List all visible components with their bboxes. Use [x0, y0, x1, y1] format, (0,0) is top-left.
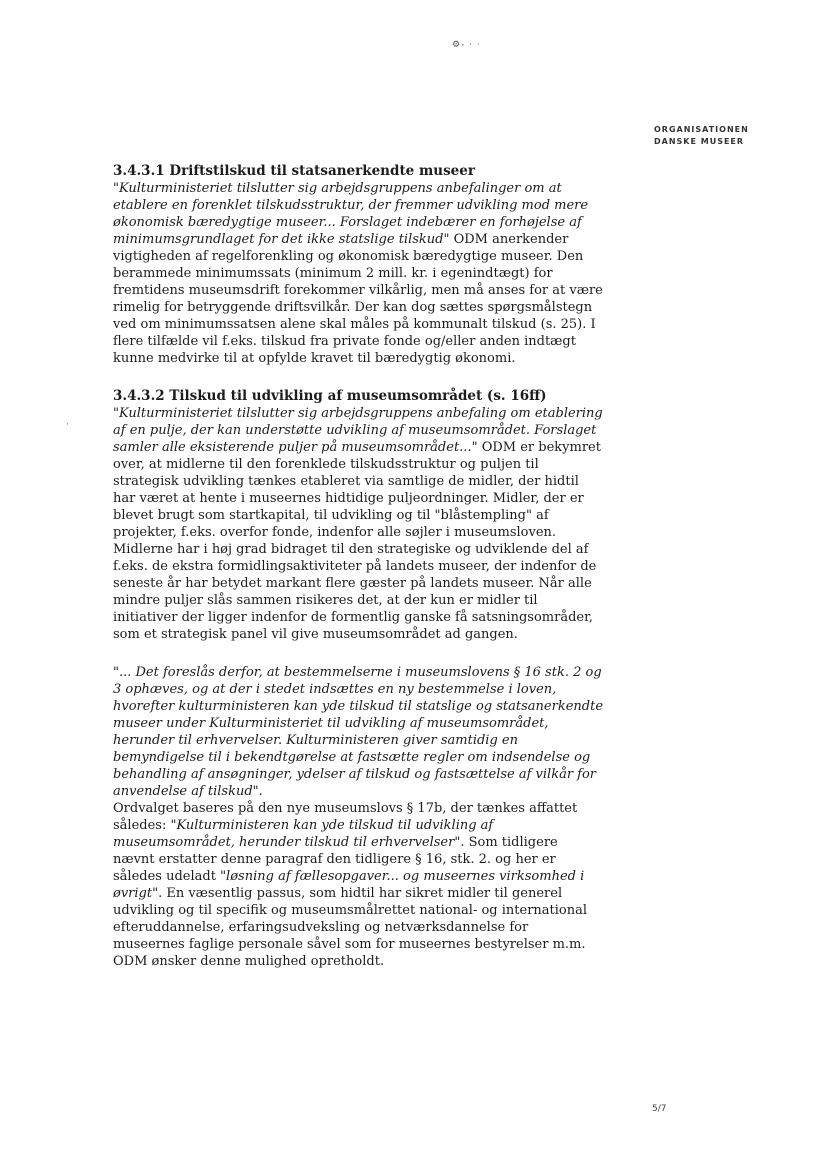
body-text: . Som tidligere nævnt erstatter denne paragraf den tidligere § 16, stk. 2. og her er således udeladt [113, 835, 558, 884]
body-text: ODM anerkender vigtigheden af regelforenkling og økonomisk bæredygtige museer. Den berammede minimumssats (minimum 2 mill. kr. i egenindtægt) for fremtidens museumsdrift forekommer vilkårlig, men må anses for at være rimelig for betryggende driftsvilkår. Der kan dog sættes spørgsmålstegn ved om minimumssatsen alene skal måles på kommunalt tilskud (s. 25). I flere tilfælde vil f.eks. tilskud fra private fonde og/eller anden indtægt kunne medvirke til at opfylde kravet til bæredygtig økonomi. [113, 232, 603, 366]
quote-paragraph [113, 664, 603, 800]
document-body [113, 163, 603, 970]
section-heading: 3.4.3.1 Driftstilskud til statsanerkendte museer [113, 163, 475, 179]
quote-text: "Kulturministeriet tilslutter sig arbejdsgruppens anbefaling om etablering af en pulje, der kan understøtte udvikling af museumsområdet. Forslaget samler alle eksisterende puljer på museumsområdet..." [113, 406, 603, 455]
section-3-4-3-1 [113, 163, 603, 367]
section-3-4-3-2 [113, 388, 603, 643]
body-text: . En væsentlig passus, som hidtil har sikret midler til generel udvikling og til specifik og museumsmålrettet national- og international efteruddannelse, erfaringsudveksling og netværksdannelse for museernes faglige personale såvel som for museernes bestyrelser m.m. ODM ønsker denne mulighed opretholdt. [113, 886, 588, 969]
scan-mark: ⚙‑ · · [452, 40, 481, 50]
scan-speck: · [66, 420, 69, 430]
body-text: ODM er bekymret over, at midlerne til den forenklede tilskudsstruktur og puljen til strategisk udvikling tænkes etableret via samtlige de midler, der hidtil har været at hente i museernes hidtidige puljeordninger. Midler, der er blevet brugt som startkapital, til udvikling og til "blåstempling" af projekter, f.eks. overfor fonde, indenfor alle søjler i museumsloven. Midlerne har i høj grad bidraget til den strategiske og udviklende del af f.eks. de ekstra formidlingsaktiviteter på landets museer, der indenfor de seneste år har betydet markant flere gæster på landets museer. Når alle mindre puljer slås sammen risikeres det, at der kun er midler til initiativer der ligger indenfor de formentlig ganske få satsningsområder, som et strategisk panel vil give museumsområdet ad gangen. [113, 440, 601, 642]
section-quote-block [113, 664, 603, 970]
org-line-2: DANSKE MUSEER [654, 137, 745, 146]
body-paragraph [113, 800, 603, 970]
page-number: 5/7 [652, 1104, 667, 1114]
section-heading: 3.4.3.2 Tilskud til udvikling af museumsområdet (s. 16ff) [113, 388, 547, 404]
quote-text: "Kulturministeriet tilslutter sig arbejdsgruppens anbefalinger om at etablere en forenklet tilskudsstruktur, der fremmer udvikling mod mere økonomisk bæredygtige museer... Forslaget indebærer en forhøjelse af minimumsgrundlaget for det ikke statslige tilskud" [113, 181, 589, 247]
quote-text: "... Det foreslås derfor, at bestemmelserne i museumslovens § 16 stk. 2 og 3 ophæves, og at der i stedet indsættes en ny bestemmelse i loven, hvorefter kulturministeren kan yde tilskud til statslige og statsanerkendte museer under Kulturministeriet til udvikling af museumsområdet, herunder til erhvervelser. Kulturministeren giver samtidig en bemyndigelse til i bekendtgørelse at fastsætte regler om indsendelse og behandling af ansøgninger, ydelser af tilskud og fastsættelse af vilkår for anvendelse af tilskud". [113, 665, 604, 799]
section-paragraph [113, 180, 603, 367]
quote-text: "løsning af fællesopgaver... og museernes virksomhed i øvrigt" [113, 869, 585, 901]
org-line-1: ORGANISATIONEN [654, 125, 749, 134]
body-text: Ordvalget baseres på den nye museumslovs § 17b, der tænkes affattet således: [113, 801, 578, 833]
section-paragraph [113, 405, 603, 643]
organisation-logo-text [654, 124, 749, 148]
quote-text: "Kulturministeren kan yde tilskud til udvikling af museumsområdet, herunder tilskud til erhvervelser" [113, 818, 494, 850]
